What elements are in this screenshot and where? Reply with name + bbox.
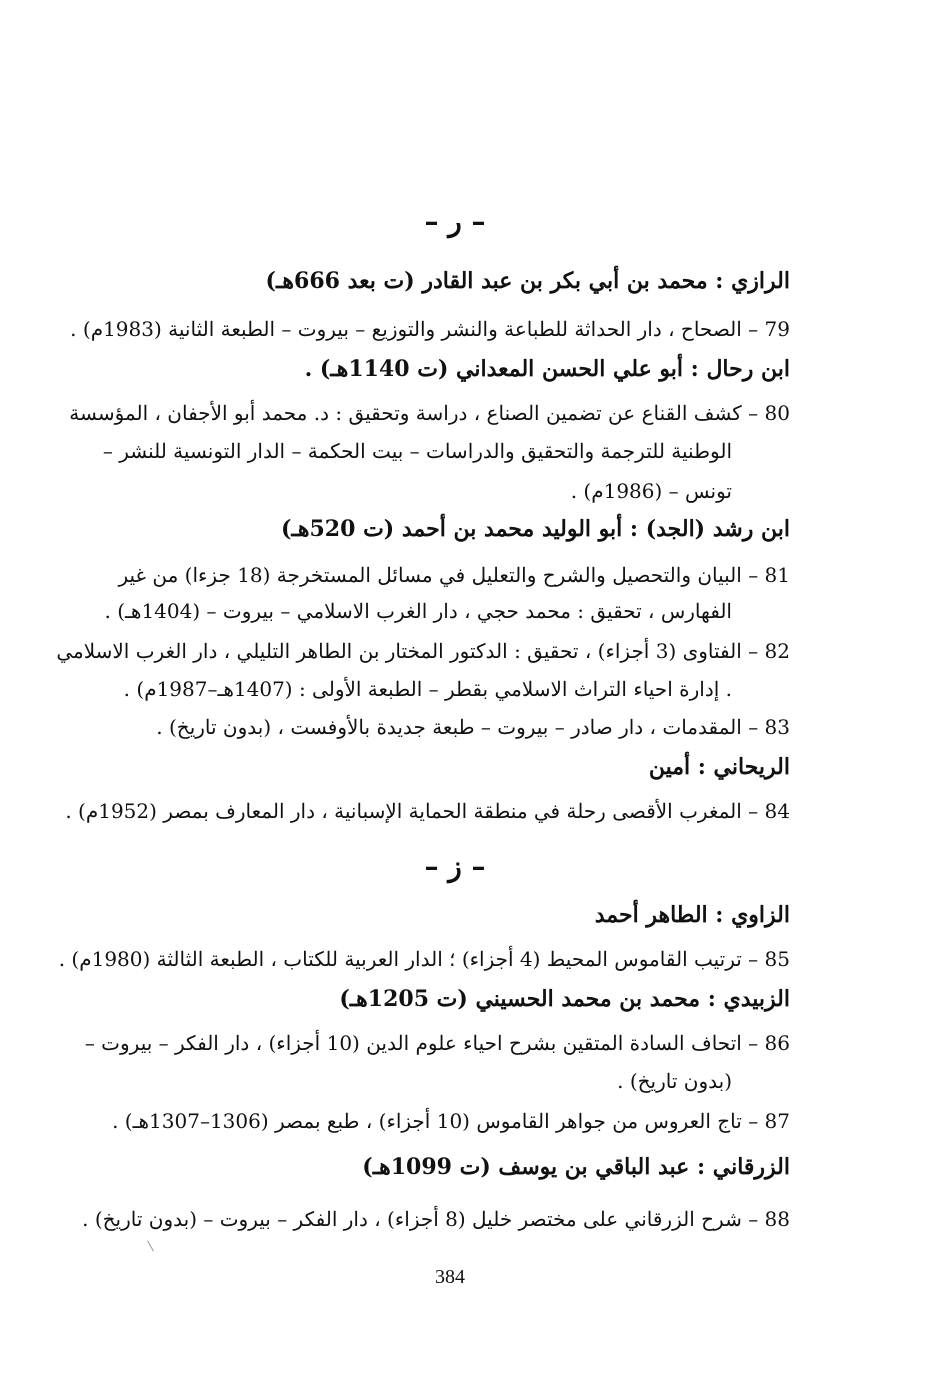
- entry-88: 88 – شرح الزرقاني على مختصر خليل (8 أجزاء) ، دار الفكر – بيروت – (بدون تاريخ) .: [82, 1207, 790, 1231]
- entry-79: 79 – الصحاح ، دار الحداثة للطباعة والنشر والتوزيع – بيروت – الطبعة الثانية (1983م) .: [70, 317, 790, 341]
- entry-87: 87 – تاج العروس من جواهر القاموس (10 أجزاء) ، طبع بمصر (1306–1307هـ) .: [112, 1109, 790, 1133]
- entry-81-continued: الفهارس ، تحقيق : محمد حجي ، دار الغرب الاسلامي – بيروت – (1404هـ) .: [104, 599, 732, 623]
- entry-84: 84 – المغرب الأقصى رحلة في منطقة الحماية الإسبانية ، دار المعارف بمصر (1952م) .: [65, 799, 790, 823]
- entry-80-continued: الوطنية للترجمة والتحقيق والدراسات – بيت الحكمة – الدار التونسية للنشر –: [102, 439, 732, 463]
- entry-85: 85 – ترتيب القاموس المحيط (4 أجزاء) ؛ الدار العربية للكتاب ، الطبعة الثالثة (1980م) .: [58, 947, 790, 971]
- author-heading-zurqani: الزرقاني : عبد الباقي بن يوسف (ت 1099هـ): [362, 1154, 790, 1180]
- entry-80: 80 – كشف القناع عن تضمين الصناع ، دراسة وتحقيق : د. محمد أبو الأجفان ، المؤسسة: [69, 401, 790, 425]
- entry-86: 86 – اتحاف السادة المتقين بشرح احياء علوم الدين (10 أجزاء) ، دار الفكر – بيروت –: [84, 1031, 790, 1055]
- entry-83: 83 – المقدمات ، دار صادر – بيروت – طبعة جديدة بالأوفست ، (بدون تاريخ) .: [156, 715, 790, 739]
- author-heading-zabidi: الزبيدي : محمد بن محمد الحسيني (ت 1205هـ): [339, 986, 790, 1012]
- author-heading-ibn-rahhal: ابن رحال : أبو علي الحسن المعداني (ت 1140هـ) .: [304, 356, 790, 382]
- author-heading-rihani: الريحاني : أمين: [648, 754, 790, 780]
- author-heading-razi: الرازي : محمد بن أبي بكر بن عبد القادر (ت بعد 666هـ): [265, 268, 790, 294]
- entry-86-continued: (بدون تاريخ) .: [617, 1069, 732, 1093]
- section-heading-ra: – ر –: [424, 205, 486, 238]
- entry-80-continued: تونس – (1986م) .: [570, 479, 732, 503]
- entry-82: 82 – الفتاوى (3 أجزاء) ، تحقيق : الدكتور المختار بن الطاهر التليلي ، دار الغرب الاسلامي: [56, 639, 790, 663]
- entry-81: 81 – البيان والتحصيل والشرح والتعليل في مسائل المستخرجة (18 جزءا) من غير: [118, 563, 790, 587]
- author-heading-zawi: الزاوي : الطاهر أحمد: [594, 902, 790, 928]
- section-heading-zay: – ز –: [424, 850, 486, 883]
- page-number: 384: [435, 1266, 465, 1288]
- margin-mark: [147, 1241, 154, 1252]
- author-heading-ibn-rushd: ابن رشد (الجد) : أبو الوليد محمد بن أحمد (ت 520هـ): [281, 516, 790, 542]
- entry-82-continued: . إدارة احياء التراث الاسلامي بقطر – الطبعة الأولى : (1407هـ–1987م) .: [123, 677, 732, 701]
